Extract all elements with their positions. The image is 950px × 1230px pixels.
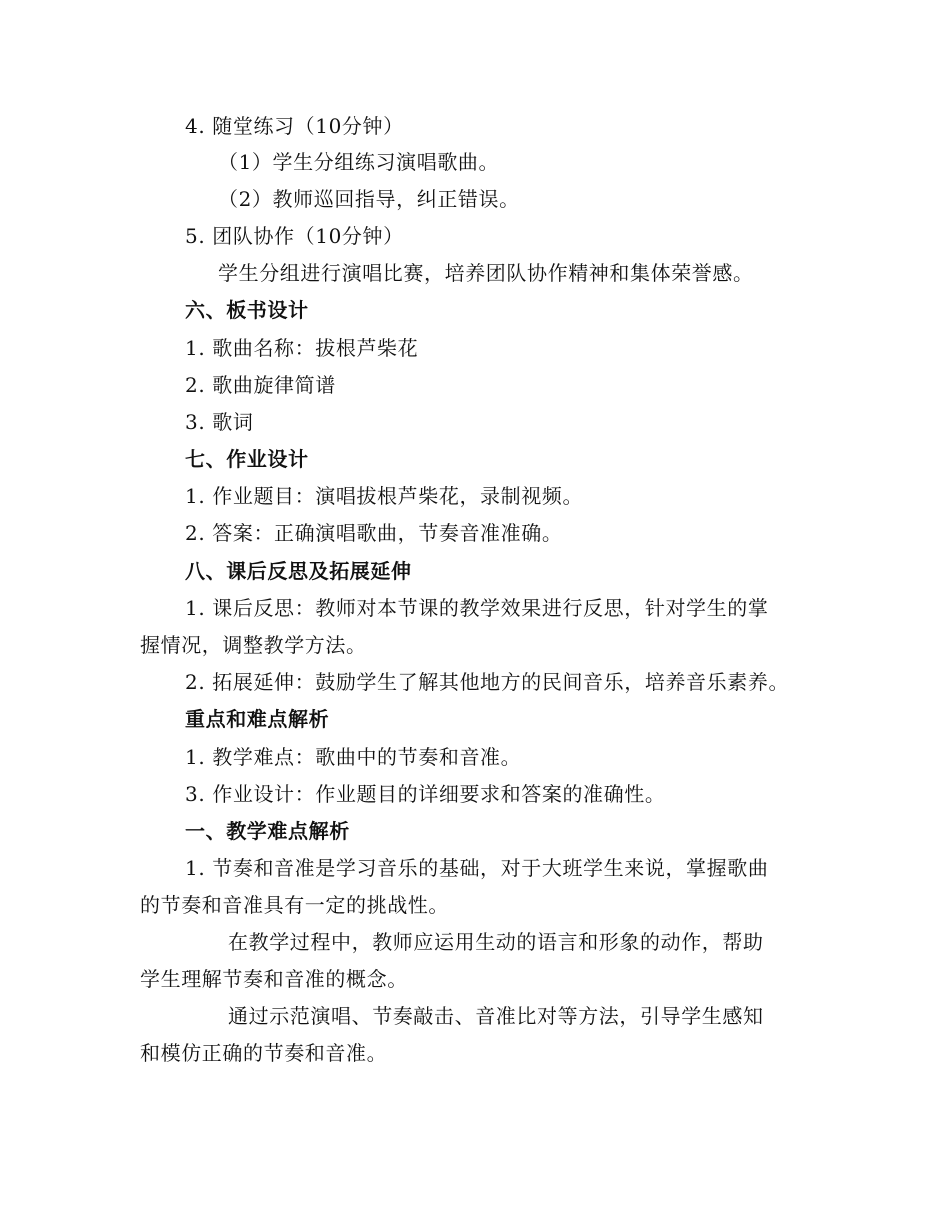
- section-heading: 一、教学难点解析: [185, 819, 350, 843]
- section-heading: 重点和难点解析: [185, 707, 330, 731]
- section-heading: 八、课后反思及拓展延伸: [185, 559, 412, 583]
- list-item: 1. 歌曲名称：拔根芦柴花: [185, 336, 419, 360]
- list-item: 2. 歌曲旋律简谱: [185, 373, 336, 397]
- list-item: 1. 教学难点：歌曲中的节奏和音准。: [185, 745, 522, 769]
- paragraph-line: 握情况，调整教学方法。: [140, 633, 367, 657]
- paragraph-line: 学生分组进行演唱比赛，培养团队协作精神和集体荣誉感。: [218, 261, 754, 285]
- paragraph-line: 学生理解节奏和音准的概念。: [140, 967, 408, 991]
- list-item: 5. 团队协作（10分钟）: [185, 224, 404, 248]
- list-item: 1. 节奏和音准是学习音乐的基础，对于大班学生来说，掌握歌曲: [185, 856, 769, 880]
- section-heading: 七、作业设计: [185, 447, 309, 471]
- list-item: 1. 作业题目：演唱拔根芦柴花，录制视频。: [185, 484, 584, 508]
- list-item: 3. 作业设计：作业题目的详细要求和答案的准确性。: [185, 782, 666, 806]
- paragraph-line: 在教学过程中，教师应运用生动的语言和形象的动作，帮助: [228, 930, 764, 954]
- list-item: 4. 随堂练习（10分钟）: [185, 114, 404, 138]
- list-item: 1. 课后反思：教师对本节课的教学效果进行反思，针对学生的掌: [185, 596, 769, 620]
- sub-list-item: （2）教师巡回指导，纠正错误。: [218, 187, 520, 211]
- list-item: 2. 拓展延伸：鼓励学生了解其他地方的民间音乐，培养音乐素养。: [185, 670, 790, 694]
- sub-list-item: （1）学生分组练习演唱歌曲。: [218, 150, 500, 174]
- list-item: 2. 答案：正确演唱歌曲，节奏音准准确。: [185, 521, 563, 545]
- section-heading: 六、板书设计: [185, 298, 309, 322]
- paragraph-line: 通过示范演唱、节奏敲击、音准比对等方法，引导学生感知: [228, 1004, 764, 1028]
- list-item: 3. 歌词: [185, 410, 254, 434]
- paragraph-line: 的节奏和音准具有一定的挑战性。: [140, 893, 449, 917]
- paragraph-line: 和模仿正确的节奏和音准。: [140, 1041, 388, 1065]
